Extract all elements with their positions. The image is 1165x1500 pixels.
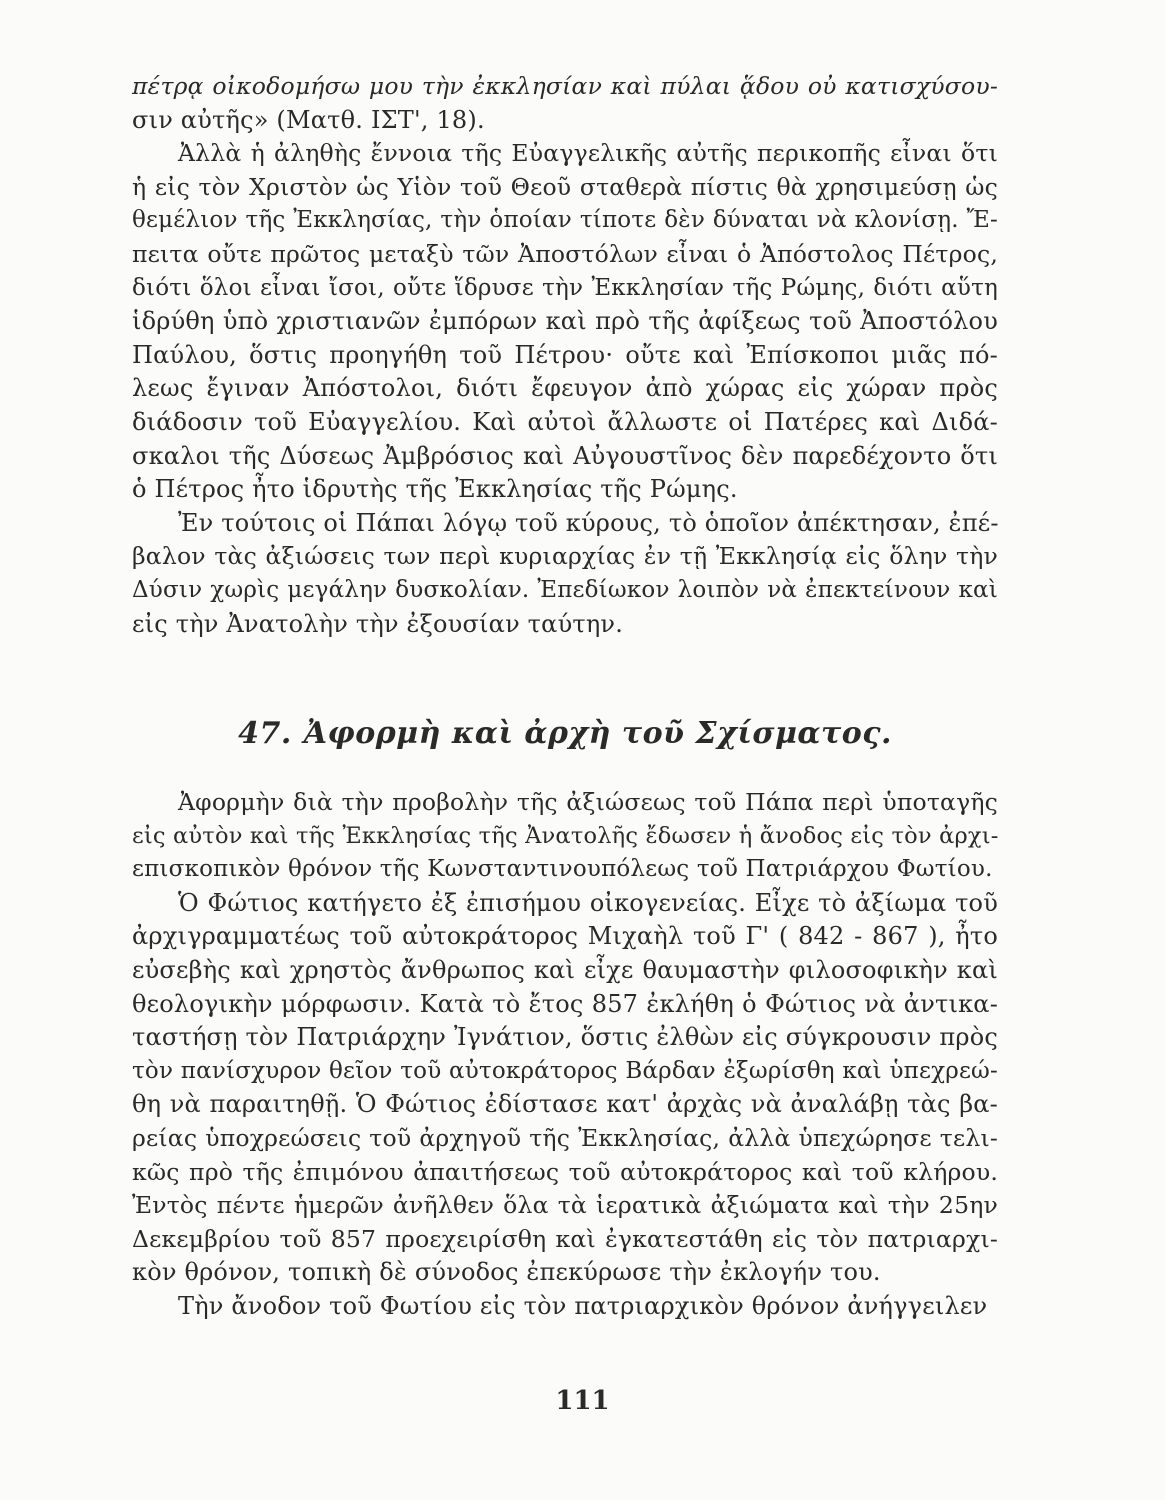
text-line: Ἀφορμὴν διὰ τὴν προβολὴν τῆς ἀξιώσεως τοῦ Πάπα περὶ ὑποταγῆς	[178, 788, 998, 816]
page-number: 111	[555, 1386, 610, 1416]
text-line: Δύσιν χωρὶς μεγάλην δυσκολίαν. Ἐπεδίωκον λοιπὸν νὰ ἐπεκτείνουν καὶ	[132, 576, 998, 603]
text-line: Δεκεμβρίου τοῦ 857 προεχειρίσθη καὶ ἐγκατεστάθη εἰς τὸν πατριαρχι-	[132, 1224, 998, 1253]
text-line: κῶς πρὸ τῆς ἐπιμόνου ἀπαιτήσεως τοῦ αὐτοκράτορος καὶ τοῦ κλήρου.	[132, 1157, 998, 1186]
text-line: σιν αὐτῆς» (Ματθ. ΙΣΤ', 18).	[132, 105, 485, 134]
text-line: ἡ εἰς τὸν Χριστὸν ὡς Υἱὸν τοῦ Θεοῦ σταθερὰ πίστις θὰ χρησιμεύσῃ ὡς	[132, 172, 998, 201]
section-title: Ἀφορμὴ καὶ ἀρχὴ τοῦ Σχίσματος.	[303, 716, 892, 751]
text-line: διότι ὅλοι εἶναι ἴσοι, οὔτε ἵδρυσε τὴν Ἐκκλησίαν τῆς Ρώμης, διότι αὕτη	[132, 274, 998, 301]
text-line: κὸν θρόνον, τοπικὴ δὲ σύνοδος ἐπεκύρωσε τὴν ἐκλογήν του.	[132, 1258, 881, 1287]
text-line: πέτρᾳ οἰκοδομήσω μου τὴν ἐκκλησίαν καὶ πύλαι ᾅδου οὐ κατισχύσου-	[132, 72, 998, 100]
text-line: βαλον τὰς ἀξιώσεις των περὶ κυριαρχίας ἐν τῇ Ἐκκλησίᾳ εἰς ὅλην τὴν	[132, 542, 998, 571]
text-line: εἰς τὴν Ἀνατολὴν τὴν ἐξουσίαν ταύτην.	[132, 609, 624, 638]
text-line: πειτα οὔτε πρῶτος μεταξὺ τῶν Ἀποστόλων εἶναι ὁ Ἀπόστολος Πέτρος,	[132, 239, 998, 268]
text-line: διάδοσιν τοῦ Εὐαγγελίου. Καὶ αὐτοὶ ἄλλωστε οἱ Πατέρες καὶ Διδά-	[132, 407, 998, 436]
text-line: Τὴν ἄνοδον τοῦ Φωτίου εἰς τὸν πατριαρχικὸν θρόνον ἀνήγγειλεν	[178, 1291, 988, 1320]
text-line: ρείας ὑποχρεώσεις τοῦ ἀρχηγοῦ τῆς Ἐκκλησίας, ἀλλὰ ὑπεχώρησε τελι-	[132, 1123, 998, 1152]
text-line: εὐσεβὴς καὶ χρηστὸς ἄνθρωπος καὶ εἶχε θαυμαστὴν φιλοσοφικὴν καὶ	[132, 955, 998, 984]
text-line: θη νὰ παραιτηθῇ. Ὁ Φώτιος ἐδίστασε κατ' ἀρχὰς νὰ ἀναλάβῃ τὰς βα-	[132, 1090, 998, 1119]
text-line: Ἐν τούτοις οἱ Πάπαι λόγῳ τοῦ κύρους, τὸ ὁποῖον ἀπέκτησαν, ἐπέ-	[178, 508, 999, 537]
text-block-top	[132, 70, 998, 641]
text-line: θεμέλιον τῆς Ἐκκλησίας, τὴν ὁποίαν τίποτε δὲν δύναται νὰ κλονίσῃ. Ἔ-	[132, 207, 998, 234]
text-line: ταστήσῃ τὸν Πατριάρχην Ἰγνάτιον, ὅστις ἐλθὼν εἰς σύγκρουσιν πρὸς	[132, 1023, 998, 1052]
text-line: θεολογικὴν μόρφωσιν. Κατὰ τὸ ἔτος 857 ἐκλήθη ὁ Φώτιος νὰ ἀντικα-	[132, 989, 998, 1018]
text-line: εἰς αὐτὸν καὶ τῆς Ἐκκλησίας τῆς Ἀνατολῆς ἔδωσεν ἡ ἄνοδος εἰς τὸν ἀρχι-	[132, 822, 999, 849]
text-line: Παύλου, ὅστις προηγήθη τοῦ Πέτρου· οὔτε καὶ Ἐπίσκοποι μιᾶς πό-	[132, 340, 998, 369]
text-line: Ἐντὸς πέντε ἡμερῶν ἀνῆλθεν ὅλα τὰ ἱερατικὰ ἀξιώματα καὶ τὴν 25ην	[132, 1191, 998, 1220]
text-line: Ὁ Φώτιος κατήγετο ἐξ ἐπισήμου οἰκογενείας. Εἶχε τὸ ἀξίωμα τοῦ	[178, 888, 998, 917]
text-line: ἱδρύθη ὑπὸ χριστιανῶν ἐμπόρων καὶ πρὸ τῆς ἀφίξεως τοῦ Ἀποστόλου	[132, 307, 998, 336]
text-line: ἀρχιγραμματέως τοῦ αὐτοκράτορος Μιχαὴλ τοῦ Γ' ( 842 - 867 ), ἦτο	[132, 922, 998, 951]
text-block-bottom	[132, 786, 998, 1324]
text-line: Ἀλλὰ ἡ ἀληθὴς ἔννοια τῆς Εὐαγγελικῆς αὐτῆς περικοπῆς εἶναι ὅτι	[178, 139, 998, 168]
text-line: επισκοπικὸν θρόνον τῆς Κωνσταντινουπόλεως τοῦ Πατριάρχου Φωτίου.	[132, 856, 993, 883]
text-line: λεως ἔγιναν Ἀπόστολοι, διότι ἔφευγον ἀπὸ χώρας εἰς χώραν πρὸς	[132, 374, 998, 403]
section-heading	[132, 712, 998, 756]
text-line: ὁ Πέτρος ἦτο ἱδρυτὴς τῆς Ἐκκλησίας τῆς Ρώμης.	[132, 475, 738, 504]
section-number: 47.	[238, 716, 292, 751]
text-line: σκαλοι τῆς Δύσεως Ἀμβρόσιος καὶ Αὐγουστῖνος δὲν παρεδέχοντο ὅτι	[132, 441, 998, 470]
text-line: τὸν πανίσχυρον θεῖον τοῦ αὐτοκράτορος Βάρδαν ἐξωρίσθη καὶ ὑπεχρεώ-	[132, 1057, 998, 1084]
